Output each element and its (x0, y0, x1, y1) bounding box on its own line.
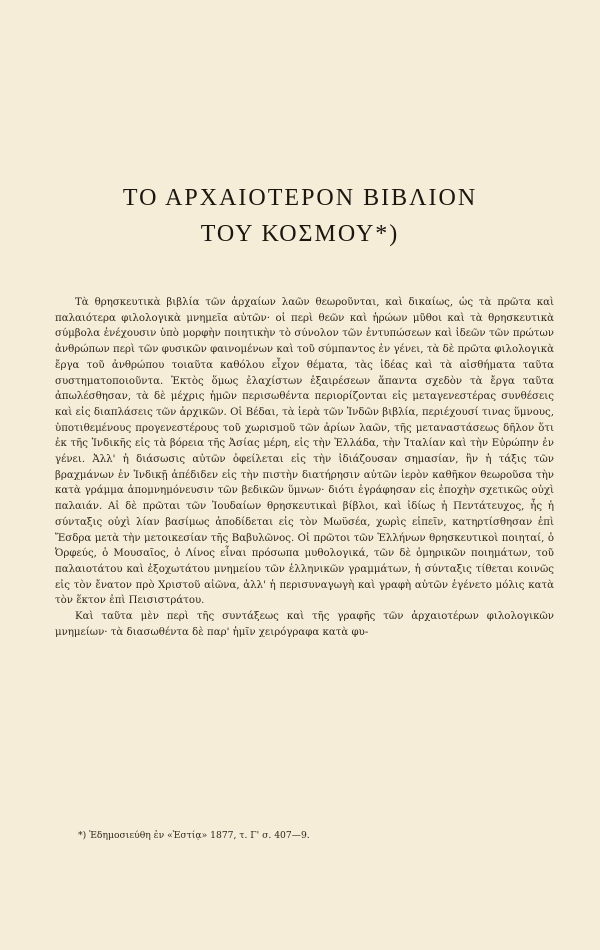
article-body (55, 295, 554, 640)
footnote (62, 830, 552, 842)
article-title-line2: ΤΟΥ ΚΟΣΜΟΥ*) (200, 221, 400, 247)
paragraph: Καὶ ταῦτα μὲν περὶ τῆς συντάξεως καὶ τῆς γραφῆς τῶν ἀρχαιοτέρων φιλολογικῶν μνημείων· τὰ διασωθέντα δὲ παρ' ἡμῖν χειρόγραφα κατὰ φυ- (55, 611, 554, 638)
paragraph: Τὰ θρησκευτικὰ βιβλία τῶν ἀρχαίων λαῶν θεωροῦνται, καὶ δικαίως, ὡς τὰ πρῶτα καὶ παλαιότερα φιλολογικὰ μνημεῖα αὐτῶν· οἱ περὶ θεῶν καὶ ἡρώων μῦθοι καὶ τὰ θρησκευτικὰ σύμβολα ἐνέχουσιν ὑπὸ μορφὴν ποιητικὴν τὸ σύνολον τῶν ἐντυπώσεων καὶ ἰδεῶν τῶν πρώτων ἀνθρώπων περὶ τῶν φυσικῶν φαινομένων καὶ τοῦ σύμπαντος ἐν γένει, τὰ δὲ πρῶτα φιλολογικὰ ἔργα τοῦ ἀνθρώπου τοιαῦτα καθόλου εἶχον θέματα, τὰς ἰδέας καὶ τὰ αἰσθήματα ταῦτα συστηματοποιοῦντα. Ἐκτὸς ὅμως ἐλαχίστων ἐξαιρέσεων ἅπαντα σχεδὸν τὰ ἔργα ταῦτα ἀπωλέσθησαν, τὰ δὲ μέχρις ἡμῶν περισωθέντα περιορίζονται εἰς μεταγενεστέρας συνθέσεις καὶ εἰς διαπλάσεις τῶν ἀρχικῶν. Οἱ Βέδαι, τὰ ἱερὰ τῶν Ἰνδῶν βιβλία, περιέχουσί τινας ὕμνους, ὑποτιθεμένους προγενεστέρους τοῦ χωρισμοῦ τῶν ἀρίων λαῶν, τῆς μεταναστάσεως δῆλον ὅτι ἐκ τῆς Ἰνδικῆς εἰς τὰ βόρεια τῆς Ἀσίας μέρη, εἰς τὴν Ἑλλάδα, τὴν Ἰταλίαν καὶ τὴν Εὐρώπην ἐν γένει. Ἀλλ' ἡ διάσωσις αὐτῶν ὀφείλεται εἰς τὴν ἰδιάζουσαν σημασίαν, ἣν ἡ τάξις τῶν βραχμάνων ἐν Ἰνδικῇ ἀπέδιδεν εἰς τὴν πιστὴν διατήρησιν αὐτῶν ἱερὸν καθῆκον θεωροῦσα τὴν κατὰ γράμμα ἀπομνημόνευσιν τῶν βεδικῶν ὕμνων· διότι ἐγράφησαν εἰς ἐποχὴν σχετικῶς οὐχὶ παλαιάν. Αἱ δὲ πρῶται τῶν Ἰουδαίων θρησκευτικαὶ βίβλοι, καὶ ἰδίως ἡ Πεντάτευχος, ἧς ἡ σύνταξις οὐχὶ λίαν βασίμως ἀποδίδεται εἰς τὸν Μωϋσέα, χωρὶς εἰπεῖν, κατηρτίσθησαν ἐπὶ Ἔσδρα μετὰ τὴν μετοικεσίαν τῆς Βαβυλῶνος. Οἱ πρῶτοι τῶν Ἑλλήνων θρησκευτικοὶ ποιηταί, ὁ Ὀρφεύς, ὁ Μουσαῖος, ὁ Λίνος εἶναι πρόσωπα μυθολογικά, τῶν δὲ ὁμηρικῶν ποιημάτων, τοῦ παλαιοτάτου καὶ ἐξοχωτάτου μνημείου τῶν ἑλληνικῶν γραμμάτων, ἡ σύνταξις τίθεται κοινῶς εἰς τὸν ἔνατον πρὸ Χριστοῦ αἰῶνα, ἀλλ' ἡ περισυναγωγὴ καὶ γραφὴ αὐτῶν ἐγένετο μόλις κατὰ τὸν ἕκτον ἐπὶ Πεισιστράτου. (55, 297, 554, 607)
article-title-line1: ΤΟ ΑΡΧΑΙΟΤΕΡΟΝ ΒΙΒΛΙΟΝ (122, 185, 478, 211)
footnote-text: *) Ἐδημοσιεύθη ἐν «Ἑστίᾳ» 1877, τ. Γ' σ. 407—9. (78, 830, 310, 841)
